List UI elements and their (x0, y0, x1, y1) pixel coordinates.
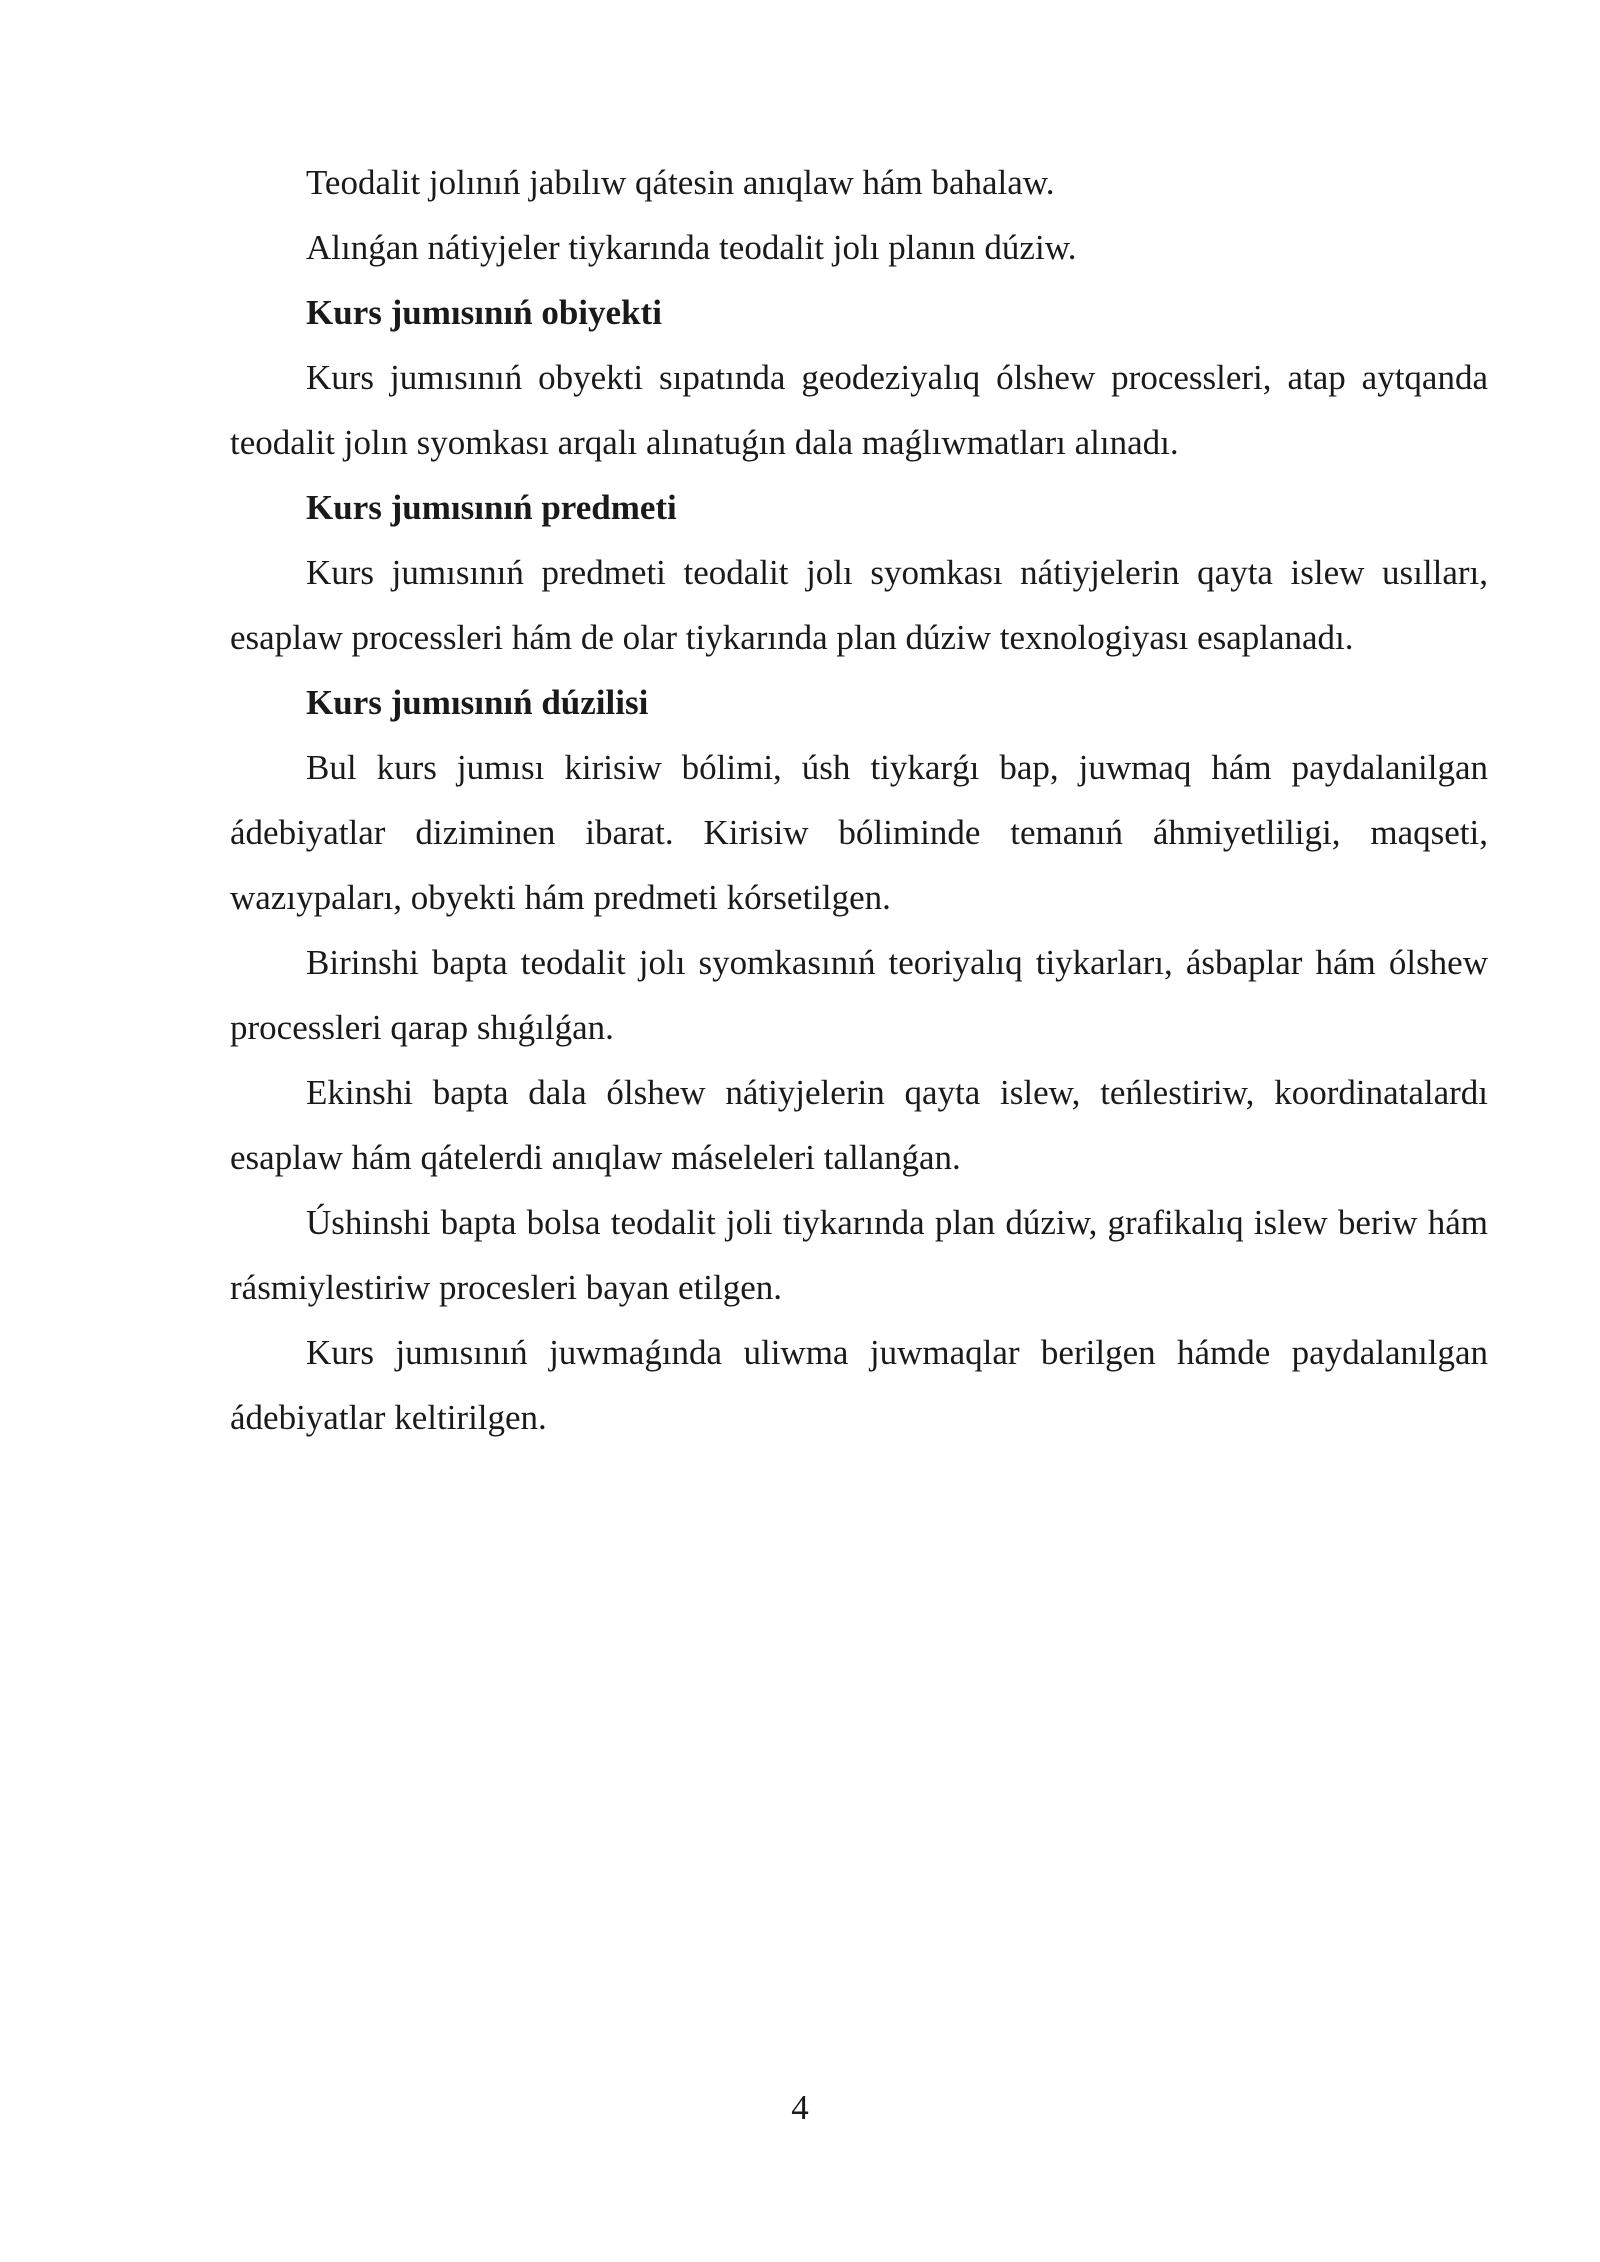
paragraph: Alınǵan nátiyjeler tiykarında teodalit jolı planın dúziw. (306, 228, 1077, 267)
paragraph: Ekinshi bapta dala ólshew nátiyjelerin qayta islew, teńlestiriw, koordinatalardı esaplaw hám qátelerdi anıqlaw máseleleri tallanǵan. (230, 1073, 1488, 1177)
page-number: 4 (791, 2088, 809, 2127)
paragraph: Úshinshi bapta bolsa teodalit joli tiykarında plan dúziw, grafikalıq islew beriw hám rásmiylestiriw procesleri bayan etilgen. (230, 1203, 1488, 1307)
section-heading: Kurs jumısınıń predmeti (306, 488, 677, 527)
document-body (230, 150, 1488, 1450)
paragraph: Birinshi bapta teodalit jolı syomkasınıń teoriyalıq tiykarları, ásbaplar hám ólshew processleri qarap shıǵılǵan. (230, 943, 1488, 1047)
paragraph: Kurs jumısınıń juwmaǵında uliwma juwmaqlar berilgen hámde paydalanılgan ádebiyatlar keltirilgen. (230, 1333, 1488, 1437)
section-heading: Kurs jumısınıń dúzilisi (306, 683, 649, 722)
paragraph: Kurs jumısınıń predmeti teodalit jolı syomkası nátiyjelerin qayta islew usılları, esaplaw processleri hám de olar tiykarında plan dúziw texnologiyası esaplanadı. (230, 553, 1488, 657)
paragraph: Bul kurs jumısı kirisiw bólimi, úsh tiykarǵı bap, juwmaq hám paydalanilgan ádebiyatlar diziminen ibarat. Kirisiw bóliminde temanıń áhmiyetliligi, maqseti, wazıypaları, obyekti hám predmeti kórsetilgen. (230, 748, 1488, 917)
paragraph: Kurs jumısınıń obyekti sıpatında geodeziyalıq ólshew processleri, atap aytqanda teodalit jolın syomkası arqalı alınatuǵın dala maǵlıwmatları alınadı. (230, 358, 1488, 462)
paragraph: Teodalit jolınıń jabılıw qátesin anıqlaw hám bahalaw. (306, 163, 1055, 202)
section-heading: Kurs jumısınıń obiyekti (306, 293, 662, 332)
